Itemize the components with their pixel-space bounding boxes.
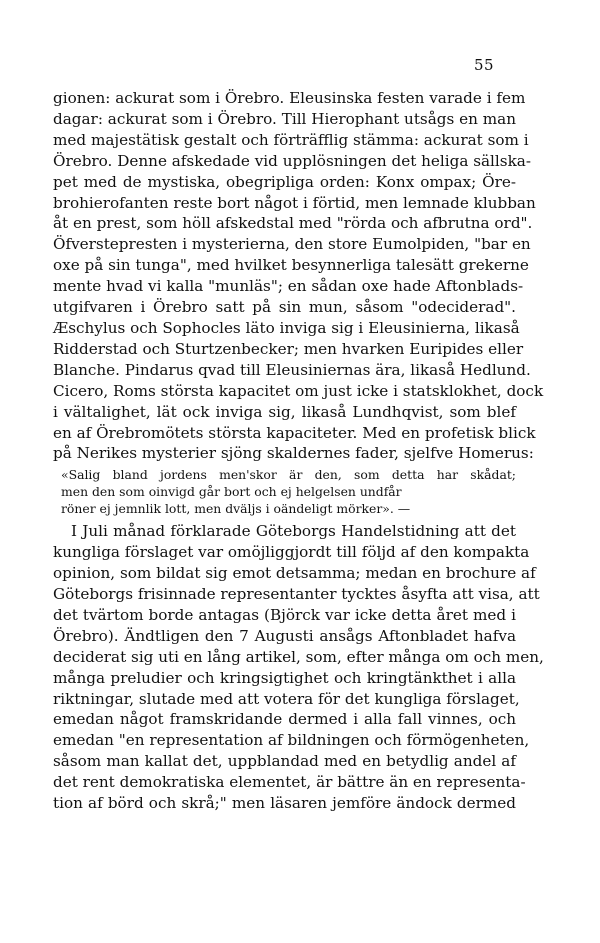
text-line: Blanche. Pindarus qvad till Eleusiniernas ära, likaså Hedlund. (53, 360, 531, 379)
text-line: I Juli månad förklarade Göteborgs Handelstidning att det (71, 522, 516, 541)
text-line: mente hvad vi kalla "munläs"; en sådan oxe hade Aftonblads- (53, 277, 524, 296)
text-line: en af Örebromötets största kapaciteter. Med en profetisk blick (53, 423, 536, 442)
text-line: på Nerikes mysterier sjöng skaldernes fader, sjelfve Homerus: (53, 444, 534, 463)
text-line: brohierofanten reste bort något i förtid, men lemnade klubban (53, 193, 536, 212)
text-line: med majestätisk gestalt och förträfflig stämma: ackurat som i (53, 130, 529, 149)
text-line: såsom man kallat det, uppblandad med en betydlig andel af (53, 752, 516, 771)
text-line: deciderat sig uti en lång artikel, som, efter många om och men, (53, 647, 544, 666)
text-line: det tvärtom borde antagas (Björck var icke detta året med i (53, 605, 516, 624)
paragraph-2 (53, 521, 544, 814)
text-line: utgifvaren i Örebro satt på sin mun, såsom "odeciderad". (53, 298, 516, 317)
text-line: emedan något framskridande dermed i alla fall vinnes, och (53, 710, 516, 729)
quote-line: «Salig bland jordens men'skor är den, som detta har skådat; (61, 467, 516, 483)
text-line: dagar: ackurat som i Örebro. Till Hierophant utsågs en man (53, 109, 516, 128)
text-line: Öfverstepresten i mysterierna, den store Eumolpiden, "bar en (53, 235, 531, 254)
quote-line: röner ej jemnlik lott, men dväljs i oändeligt mörker». — (61, 501, 411, 517)
text-line: gionen: ackurat som i Örebro. Eleusinska festen varade i fem (53, 89, 526, 107)
text-line: Cicero, Roms största kapacitet om just icke i statsklokhet, dock (53, 381, 544, 400)
text-line: oxe på sin tunga", med hvilket besynnerliga talesätt grekerne (53, 256, 529, 275)
text-line: många preludier och kringsigtighet och kringtänkthet i alla (53, 668, 516, 687)
body-text (53, 88, 544, 814)
text-line: Æschylus och Sophocles läto inviga sig i Eleusinierna, likaså (53, 318, 520, 337)
text-line: opinion, som bildat sig emot detsamma; medan en brochure af (53, 564, 536, 583)
text-line: Örebro. Denne afskedade vid upplösningen det heliga sällska- (53, 151, 531, 170)
text-line: i vältalighet, lät ock inviga sig, likaså Lundhqvist, som blef (53, 402, 516, 421)
text-line: pet med de mystiska, obegripliga orden: Konx ompax; Öre- (53, 172, 516, 191)
verse-quote (53, 466, 516, 517)
text-line: Göteborgs frisinnade representanter tycktes åsyfta att visa, att (53, 585, 540, 604)
text-line: Ridderstad och Sturtzenbecker; men hvarken Euripides eller (53, 339, 524, 358)
page-number: 55 (474, 56, 495, 74)
text-line: riktningar, slutade med att votera för det kungliga förslaget, (53, 689, 520, 708)
paragraph-1 (53, 88, 544, 464)
quote-line: men den som oinvigd går bort och ej helgelsen undfår (61, 484, 402, 500)
text-line: åt en prest, som höll afskedstal med "rörda och afbrutna ord". (53, 214, 533, 233)
text-line: det rent demokratiska elementet, är bättre än en representa- (53, 773, 526, 792)
text-line: kungliga förslaget var omöjliggjordt till följd af den kompakta (53, 543, 530, 562)
text-line: Örebro). Ändtligen den 7 Augusti ansågs Aftonbladet hafva (53, 626, 516, 645)
text-line: tion af börd och skrå;" men läsaren jemföre ändock dermed (53, 794, 516, 813)
text-line: emedan "en representation af bildningen och förmögenheten, (53, 731, 530, 750)
